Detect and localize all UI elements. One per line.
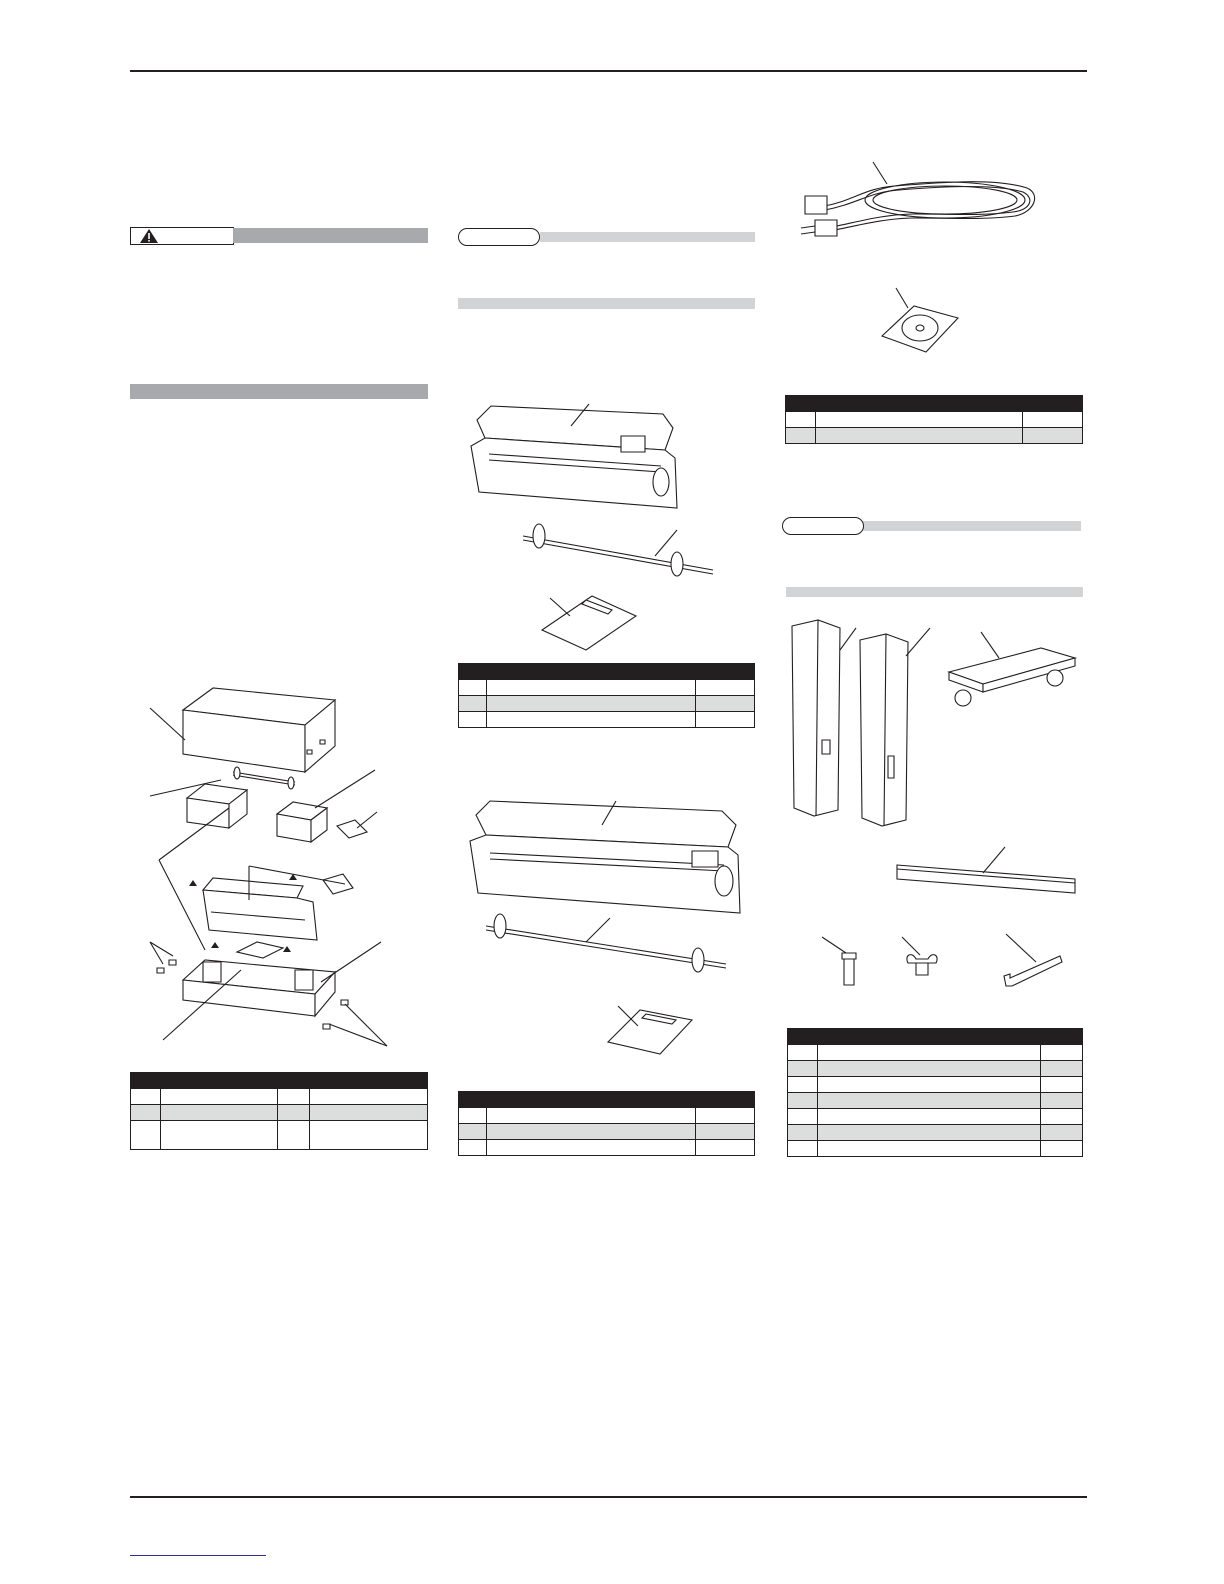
contents-table-left: [130, 1072, 428, 1150]
footer-rule: [130, 1496, 1087, 1498]
power-cord-illustration: [795, 160, 1040, 245]
note-bar-mid: [540, 232, 755, 242]
contents-table-right-1: [785, 395, 1083, 444]
warning-triangle-icon: [139, 228, 159, 244]
contents-table-mid-1: [458, 663, 755, 728]
section-bar-mid: [458, 298, 755, 309]
manual-large-illustration: [606, 1002, 696, 1057]
unpacking-diagram: [145, 680, 395, 1050]
bolt-illustration: [818, 935, 863, 990]
footer-link[interactable]: [130, 1555, 266, 1556]
hex-wrench-illustration: [998, 932, 1068, 992]
note-pill-mid: [458, 228, 540, 246]
stand-base-illustration: [945, 628, 1080, 713]
manual-small-illustration: [540, 594, 640, 654]
crossbar-illustration: [895, 845, 1080, 900]
contents-table-mid-2: [458, 1091, 755, 1156]
wing-nut-illustration: [898, 935, 948, 985]
section-bar-right: [786, 587, 1083, 597]
printer-small-illustration: [465, 400, 690, 510]
cd-rom-illustration: [880, 286, 960, 356]
note-pill-right: [782, 517, 864, 535]
contents-table-right-2: [787, 1028, 1083, 1157]
warning-label: [130, 227, 234, 245]
header-rule: [130, 70, 1087, 72]
printer-large-illustration: [466, 795, 746, 915]
stand-legs-illustration: [790, 620, 940, 830]
spindle-large-illustration: [480, 912, 730, 972]
spindle-small-illustration: [517, 520, 717, 580]
warning-bar: [233, 228, 428, 243]
section-bar-left: [130, 384, 428, 399]
note-bar-right: [862, 521, 1081, 531]
